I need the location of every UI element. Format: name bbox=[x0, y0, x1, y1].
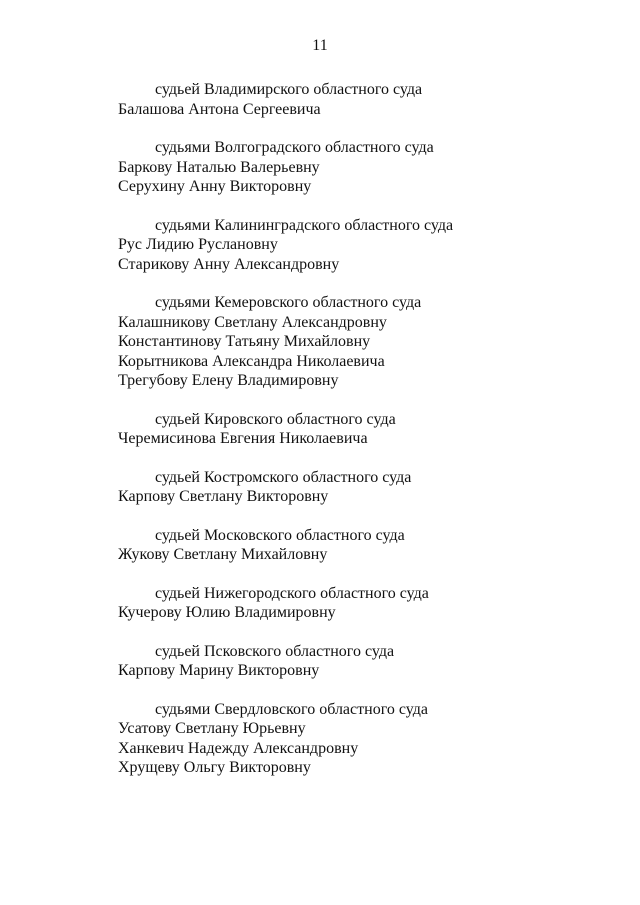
section-vladimir bbox=[118, 80, 558, 119]
judge-name: Жукову Светлану Михайловну bbox=[118, 546, 328, 563]
judge-name: Трегубову Елену Владимировну bbox=[118, 372, 339, 389]
section-heading: судьей Кировского областного суда bbox=[155, 410, 396, 428]
judge-name: Балашова Антона Сергеевича bbox=[118, 100, 321, 118]
judge-name: Серухину Анну Викторовну bbox=[118, 178, 312, 195]
section-heading: судьями Кемеровского областного суда bbox=[155, 294, 422, 311]
section-pskov bbox=[118, 642, 558, 681]
section-moscow bbox=[118, 526, 558, 565]
section-heading: судьей Костромского областного суда bbox=[155, 468, 412, 486]
judge-name: Усатову Светлану Юрьевну bbox=[118, 720, 306, 737]
judge-name: Корытникова Александра Николаевича bbox=[118, 352, 385, 370]
judge-name: Калашникову Светлану Александровну bbox=[118, 313, 387, 331]
section-heading: судьями Свердловского областного суда bbox=[155, 700, 428, 718]
judge-name: Баркову Наталью Валерьевну bbox=[118, 158, 320, 176]
section-kaliningrad bbox=[118, 216, 558, 275]
judge-name: Черемисинова Евгения Николаевича bbox=[118, 430, 368, 447]
section-kostroma bbox=[118, 468, 558, 507]
judge-name: Карпову Светлану Викторовну bbox=[118, 488, 329, 505]
section-heading: судьей Московского областного суда bbox=[155, 526, 405, 544]
section-heading: судьей Псковского областного суда bbox=[155, 642, 395, 660]
appointment-list bbox=[118, 80, 558, 797]
section-kemerovo bbox=[118, 293, 558, 391]
section-heading: судьей Нижегородского областного суда bbox=[155, 584, 429, 602]
judge-name: Карпову Марину Викторовну bbox=[118, 662, 320, 679]
judge-name: Кучерову Юлию Владимировну bbox=[118, 604, 336, 621]
judge-name: Рус Лидию Руслановну bbox=[118, 236, 278, 253]
section-heading: судьей Владимирского областного суда bbox=[155, 81, 423, 98]
page-number: 11 bbox=[312, 37, 328, 54]
judge-name: Ханкевич Надежду Александровну bbox=[118, 739, 359, 757]
section-kirov bbox=[118, 410, 558, 449]
section-heading: судьями Волгоградского областного суда bbox=[155, 139, 434, 156]
section-nizhny-novgorod bbox=[118, 584, 558, 623]
section-sverdlovsk bbox=[118, 700, 558, 778]
judge-name: Старикову Анну Александровну bbox=[118, 255, 340, 273]
section-volgograd bbox=[118, 138, 558, 197]
judge-name: Хрущеву Ольгу Викторовну bbox=[118, 759, 311, 776]
judge-name: Константинову Татьяну Михайловну bbox=[118, 333, 371, 350]
section-heading: судьями Калининградского областного суда bbox=[155, 216, 454, 234]
